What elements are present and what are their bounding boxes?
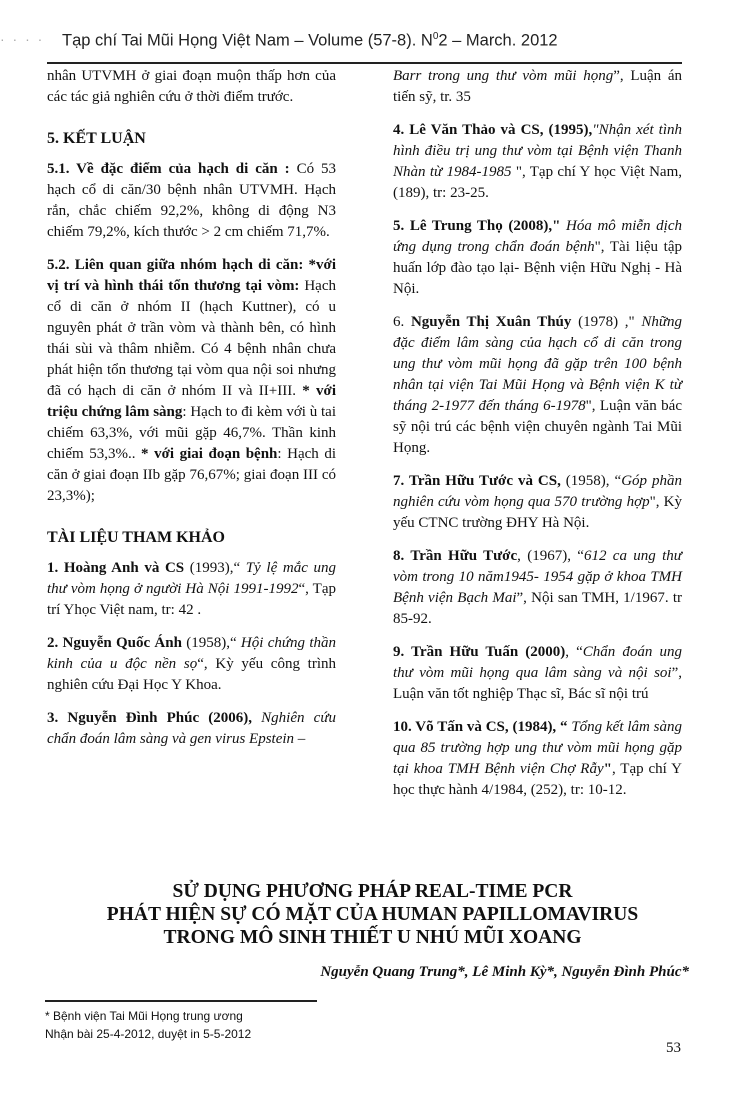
text-run: ", Luận văn bác sỹ nội trú các bệnh viện chuyên ngành Tai Mũi Họng. [393, 398, 682, 456]
footnote-rule [45, 1000, 317, 1002]
title-line: SỬ DỤNG PHƯƠNG PHÁP REAL-TIME PCR [172, 881, 573, 902]
text-run: 5.1. Về đặc điểm của hạch di căn : [47, 161, 290, 177]
text-run: " [603, 761, 612, 777]
paragraph [47, 558, 336, 621]
text-run: Hội chứng thần kinh của u độc nền sọ [47, 635, 336, 672]
title-line: TRONG MÔ SINH THIẾT U NHÚ MŨI XOANG [163, 927, 582, 948]
text-run: Tỷ lệ mắc ung thư vòm họng ở người Hà Nội 1991-1992 [47, 560, 336, 597]
section-heading [47, 527, 336, 548]
paragraph [393, 312, 682, 459]
header-prefix: Tạp chí Tai Mũi Họng Việt Nam – Volume (57-8). N [62, 31, 433, 50]
text-run: ", Kỳ yếu CTNC trường ĐHY Hà Nội. [393, 494, 682, 531]
paragraph [47, 708, 336, 750]
text-run: 6. [393, 314, 411, 330]
text-run: Hóa mô miễn dịch ứng dụng trong chẩn đoán bệnh [393, 218, 682, 255]
text-run: 10. Võ Tấn và CS, (1984), “ [393, 719, 572, 735]
text-run: 1. Hoàng Anh và CS [47, 560, 185, 576]
text-run: "Nhận xét tình hình điều trị ung thư vòm tại Bệnh viện Thanh Nhàn từ 1984-1985 [393, 122, 682, 180]
page-number: 53 [666, 1040, 681, 1056]
text-run: 7. Trần Hữu Tước và CS, [393, 473, 561, 489]
text-run: Có 53 hạch cổ di căn/30 bệnh nhân UTVMH. Hạch rắn, chắc chiếm 92,2%, không di động N3 chiếm 79,2%, kích thước > 2 cm chiếm 71,7%. [47, 161, 336, 240]
text-run: Hạch cổ di căn ở nhóm II (hạch Kuttner), có u nguyên phát ở trần vòm và thành bên, có hình thái sùi và thâm nhiễm. Có 4 bệnh nhân chưa phát hiện tổn thương tại vòm qua nội soi nhưng đã có hạch di căn ở nhóm II và II+III. [47, 278, 336, 399]
text-run: (1993),“ [184, 560, 246, 576]
text-run: “, Tạp trí Yhọc Việt nam, tr: 42 . [47, 581, 336, 618]
text-run: 5.2. Liên quan giữa nhóm hạch di căn: *với vị trí và hình thái tổn thương tại vòm: [47, 257, 336, 294]
text-run: Nghiên cứu chẩn đoán lâm sàng và gen virus Epstein – [47, 710, 337, 747]
paragraph [393, 471, 682, 534]
right-column [393, 66, 682, 813]
text-run: Nguyễn Thị Xuân Thúy [410, 314, 572, 330]
paragraph [47, 66, 336, 108]
paragraph [393, 642, 682, 705]
text-run: Barr trong ung thư vòm mũi họng [393, 68, 614, 84]
paragraph [393, 120, 682, 204]
footnote-received: Nhận bài 25-4-2012, duyệt in 5-5-2012 [45, 1027, 252, 1041]
text-run: 9. Trần Hữu Tuấn (2000) [393, 644, 566, 660]
text-run: ”, Luận án tiến sỹ, tr. 35 [393, 68, 683, 105]
text-run: nhân UTVMH ở giai đoạn muộn thấp hơn của các tác giả nghiên cứu ở thời điểm trước. [47, 68, 336, 105]
left-column [47, 66, 336, 762]
paragraph [393, 216, 682, 300]
text-run: * với triệu chứng lâm sàng [47, 383, 336, 420]
header-rule [47, 62, 682, 64]
text-run: , (1967), “ [517, 548, 584, 564]
header-suffix: 2 – March. 2012 [438, 31, 558, 50]
text-run: ”, Nội san TMH, 1/1967. tr 85-92. [393, 590, 683, 627]
text-run: * với giai đoạn bệnh [141, 446, 278, 462]
text-run: “, Kỳ yếu công trình nghiên cứu Đại Học Y Khoa. [47, 656, 336, 693]
title-line: PHÁT HIỆN SỰ CÓ MẶT CỦA HUMAN PAPILLOMAVIRUS [106, 904, 639, 925]
footnote [45, 1007, 251, 1043]
text-run: , Tạp chí Y học thực hành 4/1984, (252), tr: 10-12. [393, 761, 682, 798]
text-run: (1958), “ [560, 473, 622, 489]
text-run: 2. Nguyễn Quốc Ánh [47, 635, 182, 651]
text-run: TÀI LIỆU THAM KHẢO [47, 529, 225, 546]
paragraph [393, 546, 682, 630]
text-run: 3. Nguyễn Đình Phúc (2006), [47, 710, 262, 726]
paragraph [47, 633, 336, 696]
running-header [62, 31, 558, 51]
text-run: 4. Lê Văn Thảo và CS, (1995), [393, 122, 593, 138]
text-run: Tổng kết lâm sàng qua 85 trường hợp ung thư vòm mũi họng gặp tại khoa TMH Bệnh viện Chợ Rẫy [393, 719, 682, 777]
text-run: 612 ca ung thư vòm trong 10 năm1945- 1954 gặp ở khoa TMH Bệnh viện Bạch Mai [393, 548, 682, 606]
text-run: ", Tài liệu tập huấn lớp đào tạo lại- Bệnh viện Hữu Nghị - Hà Nội. [393, 239, 682, 297]
footnote-affiliation: * Bệnh viện Tai Mũi Họng trung ương [45, 1009, 243, 1023]
text-run: (1978) ," [571, 314, 642, 330]
text-run: 8. Trần Hữu Tước [393, 548, 518, 564]
text-run: Góp phần nghiên cứu vòm họng qua 570 trường hợp [393, 473, 682, 510]
paragraph [393, 66, 682, 108]
text-run: ", Tạp chí Y học Việt Nam, (189), tr: 23-25. [393, 164, 682, 201]
article-authors: Nguyễn Quang Trung*, Lê Minh Kỳ*, Nguyễn Đình Phúc* [320, 964, 689, 980]
text-run: (1958),“ [181, 635, 241, 651]
text-run: : Hạch to đi kèm với ù tai chiếm 63,3%, với mũi gặp 46,7%. Thần kinh chiếm 53,3%.. [47, 404, 336, 462]
paragraph [47, 159, 336, 243]
scan-artifact-dots: · · · · [0, 31, 45, 47]
text-run: Những đặc điểm lâm sàng của hạch cổ di căn trong ung thư vòm mũi họng đã gặp trên 100 bệnh nhân tại viện Tai Mũi Họng và Bệnh viện K từ tháng 2-1977 đến tháng 6-1978 [393, 314, 683, 414]
text-run: , “ [565, 644, 583, 660]
article-title [0, 880, 745, 949]
text-run: 5. KẾT LUẬN [47, 130, 146, 147]
paragraph [47, 255, 336, 507]
paragraph [393, 717, 682, 801]
text-run: ”, Luận văn tốt nghiệp Thạc sĩ, Bác sĩ nội trú [393, 665, 682, 702]
text-run: Chẩn đoán ung thư vòm mũi họng qua lâm sàng và nội soi [393, 644, 682, 681]
header-sup: 0 [432, 31, 439, 42]
text-run: : Hạch di căn ở giai đoạn IIb gặp 76,67%; giai đoạn III có 23,3%); [47, 446, 336, 504]
text-run: 5. Lê Trung Thọ (2008)," [393, 218, 567, 234]
section-heading [47, 128, 336, 149]
